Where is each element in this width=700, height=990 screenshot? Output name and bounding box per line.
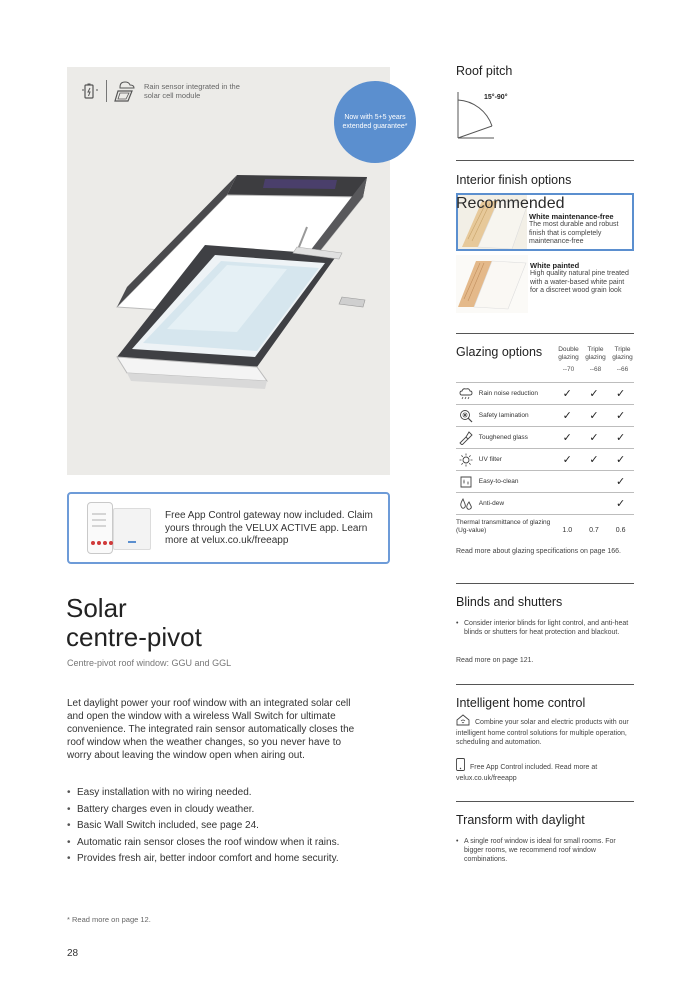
blinds-note: Read more on page 121.: [456, 657, 534, 664]
product-image-panel: [67, 67, 408, 475]
promo-text: Free App Control gateway now included. Claim yours through the VELUX ACTIVE app. Learn more at velux.co.uk/freeapp: [165, 510, 373, 546]
finish-name: White maintenance-free: [529, 212, 614, 221]
divider: [456, 684, 634, 685]
glazing-options-heading: Glazing options: [456, 345, 543, 359]
glazing-feature-label: Anti-dew: [478, 500, 505, 507]
smart-home-icon: [456, 714, 470, 729]
check-mark: ✓: [562, 388, 572, 400]
check-mark: ✓: [562, 454, 572, 466]
rain-sensor-note: [81, 79, 244, 103]
blinds-item: • Consider interior blinds for light control, and anti-heat blinds or shutters for heat protection and blackout.: [456, 619, 634, 637]
finish-option-white-painted: [456, 255, 634, 313]
glazing-row: [456, 426, 634, 448]
finish-name: White painted: [530, 261, 580, 270]
divider: [456, 160, 634, 161]
roof-window-illustration: [87, 167, 377, 402]
glazing-row: [456, 404, 634, 426]
transform-heading: Transform with daylight: [456, 813, 585, 827]
divider: [456, 801, 634, 802]
smartphone-icon: [456, 758, 465, 774]
check-mark: ✓: [562, 432, 572, 444]
roof-pitch-heading: Roof pitch: [456, 64, 513, 78]
u-value: 1.0: [562, 527, 573, 534]
app-control-paragraph: Free App Control included. Read more at velux.co.uk/freeapp: [456, 764, 598, 782]
glazing-column-label: Triple glazing: [612, 346, 633, 361]
glazing-column-label: Triple glazing: [585, 346, 606, 361]
glazing-code: --68: [589, 366, 602, 373]
glazing-row: [456, 382, 634, 404]
intelligent-home-text-2: [456, 758, 634, 783]
glazing-feature-label: Easy-to-clean: [478, 478, 519, 485]
glazing-code: --66: [616, 366, 629, 373]
toughened-glass-icon: [456, 431, 476, 445]
page-subtitle: Centre-pivot roof window: GGU and GGL: [67, 658, 232, 668]
page-title: [66, 594, 202, 652]
transform-item: • A single roof window is ideal for small rooms. For bigger rooms, we recommend roof window combinations.: [456, 837, 634, 864]
check-mark: ✓: [616, 476, 626, 488]
check-mark: ✓: [616, 410, 626, 422]
glazing-feature-label: Toughened glass: [478, 434, 528, 441]
glazing-column-codes: [555, 366, 636, 373]
gateway-device-icon: [113, 508, 151, 550]
uv-filter-icon: [456, 453, 476, 467]
finish-description: The most durable and robust finish that is completely maintenance-free: [529, 221, 619, 245]
anti-dew-icon: [456, 497, 476, 511]
u-value: 0.7: [589, 527, 599, 534]
feature-item: • Battery charges even in cloudy weather.: [67, 803, 367, 816]
glazing-code: --70: [562, 366, 575, 373]
feature-item: • Automatic rain sensor closes the roof window when it rains.: [67, 836, 367, 849]
feature-item: • Basic Wall Switch included, see page 24.: [67, 819, 367, 832]
glazing-feature-label: Rain noise reduction: [478, 390, 539, 397]
glazing-column-headers: [555, 346, 636, 362]
check-mark: ✓: [616, 454, 626, 466]
transform-list: [456, 837, 634, 864]
check-mark: ✓: [589, 432, 599, 444]
intelligent-home-paragraph: Combine your solar and electric products with our intelligent home control solutions for multiple operation, scheduling and automation.: [456, 719, 629, 746]
rain-sensor-text: Rain sensor integrated in the solar cell module: [144, 82, 240, 100]
check-mark: ✓: [589, 454, 599, 466]
glazing-row: [456, 470, 634, 492]
app-gateway-promo: [67, 492, 390, 564]
title-line-1: Solar: [66, 593, 127, 623]
white-painted-sample-image: [456, 255, 528, 313]
thermal-transmittance-label: Thermal transmittance of glazing (Ug-value): [456, 519, 551, 534]
divider: [456, 333, 634, 334]
check-mark: ✓: [616, 432, 626, 444]
interior-finish-heading: Interior finish options: [456, 173, 572, 187]
battery-solar-icon: [81, 81, 99, 101]
check-mark: ✓: [589, 388, 599, 400]
glazing-note: Read more about glazing specifications on page 166.: [456, 548, 621, 555]
page-number: 28: [67, 948, 79, 959]
rain-sensor-icon: [114, 79, 138, 103]
finish-description: High quality natural pine treated with a water-based white paint for a discreet wood grain look: [530, 270, 629, 294]
feature-list: [67, 786, 367, 869]
divider: [456, 583, 634, 584]
glazing-column-label: Double glazing: [558, 346, 579, 361]
intelligent-home-heading: Intelligent home control: [456, 696, 586, 710]
glazing-feature-label: Safety lamination: [478, 412, 529, 419]
smartphone-icon: [87, 502, 113, 554]
easy-to-clean-icon: [456, 475, 476, 489]
guarantee-badge: Now with 5+5 years extended guarantee*: [334, 81, 416, 163]
rain-noise-icon: [456, 388, 476, 400]
thermal-transmittance-row: [456, 514, 634, 535]
recommended-tag: Recommended: [456, 195, 565, 212]
safety-lamination-icon: [456, 409, 476, 423]
intelligent-home-text-1: [456, 714, 634, 747]
title-line-2: centre-pivot: [66, 622, 202, 652]
intro-paragraph: Let daylight power your roof window with an integrated solar cell and open the window with a wireless Wall Switch for ultimate convenience. The integrated rain sensor automatically closes the roof window when the weather changes, so you never have to worry about leaving the window open when airing out.: [67, 698, 355, 761]
footnote: * Read more on page 12.: [67, 915, 151, 924]
blinds-heading: Blinds and shutters: [456, 595, 563, 609]
check-mark: ✓: [589, 410, 599, 422]
glazing-row: [456, 492, 634, 514]
feature-item: • Provides fresh air, better indoor comfort and home security.: [67, 852, 367, 865]
check-mark: ✓: [616, 388, 626, 400]
check-mark: ✓: [562, 410, 572, 422]
blinds-list: [456, 619, 634, 637]
glazing-feature-label: UV filter: [478, 456, 502, 463]
glazing-row: [456, 448, 634, 470]
check-mark: ✓: [616, 498, 626, 510]
feature-item: • Easy installation with no wiring needed.: [67, 786, 367, 799]
roof-pitch-range: 15°-90°: [484, 94, 508, 101]
u-value: 0.6: [615, 527, 626, 534]
